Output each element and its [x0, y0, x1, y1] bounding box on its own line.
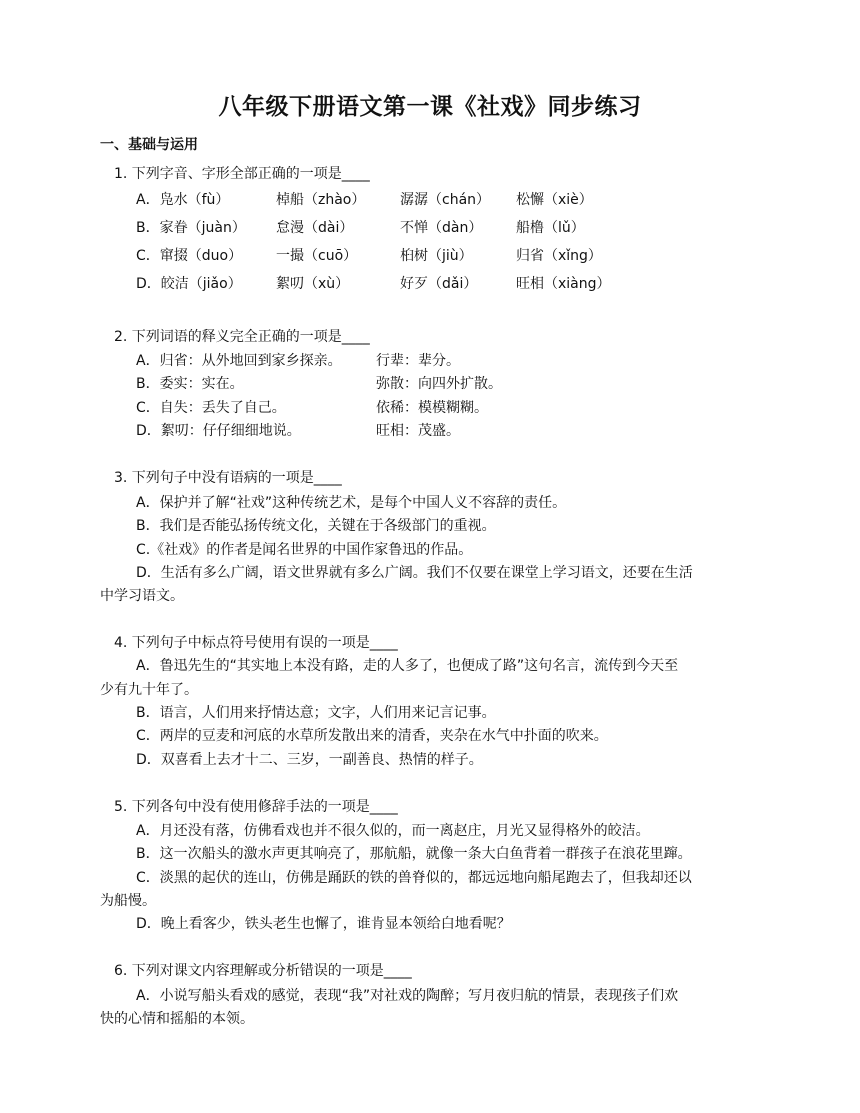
q1-option-b-3: 不惮（dàn） — [400, 220, 483, 236]
q4-option-d: D．双喜看上去才十二、三岁，一副善良、热情的样子。 — [136, 752, 483, 768]
q1-option-d-3: 好歹（dǎi） — [400, 276, 478, 292]
q6-option-a: A．小说写船头看戏的感觉，表现“我”对社戏的陶醉；写月夜归航的情景，表现孩子们欢 — [136, 988, 679, 1004]
q1-option-c-4: 归省（xǐng） — [516, 248, 602, 264]
q4-option-c: C．两岸的豆麦和河底的水草所发散出来的清香，夹杂在水气中扑面的吹来。 — [136, 728, 608, 744]
q5-option-a: A．月还没有落，仿佛看戏也并不很久似的，而一离赵庄，月光又显得格外的皎洁。 — [136, 823, 650, 839]
section-heading: 一、基础与运用 — [100, 137, 198, 153]
q4-option-a-continued: 少有九十年了。 — [100, 682, 198, 698]
q5-option-b: B．这一次船头的激水声更其响亮了，那航船，就像一条大白鱼背着一群孩子在浪花里蹿。 — [136, 846, 692, 862]
question-2-stem: 2. 下列词语的释义完全正确的一项是____ — [114, 329, 370, 345]
q2-option-c-1: C．自失：丢失了自己。 — [136, 400, 286, 416]
q6-option-a-continued: 快的心情和摇船的本领。 — [100, 1011, 254, 1027]
q2-option-a-2: 行辈：辈分。 — [376, 353, 460, 369]
q5-option-c-continued: 为船慢。 — [100, 893, 156, 909]
q1-option-c-3: 桕树（jiù） — [400, 248, 473, 264]
q1-option-c-2: 一撮（cuō） — [276, 248, 358, 264]
q1-option-d-1: D．皎洁（jiǎo） — [136, 276, 242, 292]
q2-option-d-1: D．絮叨：仔仔细细地说。 — [136, 423, 301, 439]
question-6-stem: 6. 下列对课文内容理解或分析错误的一项是____ — [114, 963, 412, 979]
question-5-stem: 5. 下列各句中没有使用修辞手法的一项是____ — [114, 799, 398, 815]
q3-option-c: C.《社戏》的作者是闻名世界的中国作家鲁迅的作品。 — [136, 542, 473, 558]
q1-option-b-1: B．家眷（juàn） — [136, 220, 246, 236]
q3-option-d-continued: 中学习语文。 — [100, 588, 184, 604]
q4-option-a: A．鲁迅先生的“其实地上本没有路，走的人多了，也便成了路”这句名言，流传到今天至 — [136, 658, 679, 674]
q3-option-b: B．我们是否能弘扬传统文化，关键在于各级部门的重视。 — [136, 518, 496, 534]
q2-option-b-2: 弥散：向四外扩散。 — [376, 376, 502, 392]
q1-option-a-4: 松懈（xiè） — [516, 192, 593, 208]
q5-option-c: C．淡黑的起伏的连山，仿佛是踊跃的铁的兽脊似的，都远远地向船尾跑去了，但我却还以 — [136, 870, 692, 886]
q1-option-d-4: 旺相（xiàng） — [516, 276, 611, 292]
q1-option-b-4: 船橹（lǔ） — [516, 220, 585, 236]
question-1-stem: 1. 下列字音、字形全部正确的一项是____ — [114, 166, 370, 182]
q1-option-a-3: 潺潺（chán） — [400, 192, 491, 208]
q2-option-b-1: B．委实：实在。 — [136, 376, 244, 392]
q5-option-d: D．晚上看客少，铁头老生也懈了，谁肯显本领给白地看呢？ — [136, 916, 511, 932]
page-title: 八年级下册语文第一课《社戏》同步练习 — [218, 94, 642, 120]
q3-option-a: A．保护并了解“社戏”这种传统艺术，是每个中国人义不容辞的责任。 — [136, 495, 567, 511]
q4-option-b: B．语言，人们用来抒情达意；文字，人们用来记言记事。 — [136, 705, 496, 721]
q1-option-b-2: 怠漫（dài） — [276, 220, 354, 236]
q1-option-a-1: A．凫水（fù） — [136, 192, 230, 208]
q2-option-d-2: 旺相：茂盛。 — [376, 423, 460, 439]
question-4-stem: 4. 下列句子中标点符号使用有误的一项是____ — [114, 635, 398, 651]
q1-option-d-2: 絮叨（xù） — [276, 276, 350, 292]
q1-option-a-2: 棹船（zhào） — [276, 192, 366, 208]
q1-option-c-1: C．窜掇（duo） — [136, 248, 243, 264]
q2-option-a-1: A．归省：从外地回到家乡探亲。 — [136, 353, 342, 369]
q3-option-d: D．生活有多么广阔，语文世界就有多么广阔。我们不仅要在课堂上学习语文，还要在生活 — [136, 565, 693, 581]
question-3-stem: 3. 下列句子中没有语病的一项是____ — [114, 470, 342, 486]
q2-option-c-2: 依稀：模模糊糊。 — [376, 400, 488, 416]
